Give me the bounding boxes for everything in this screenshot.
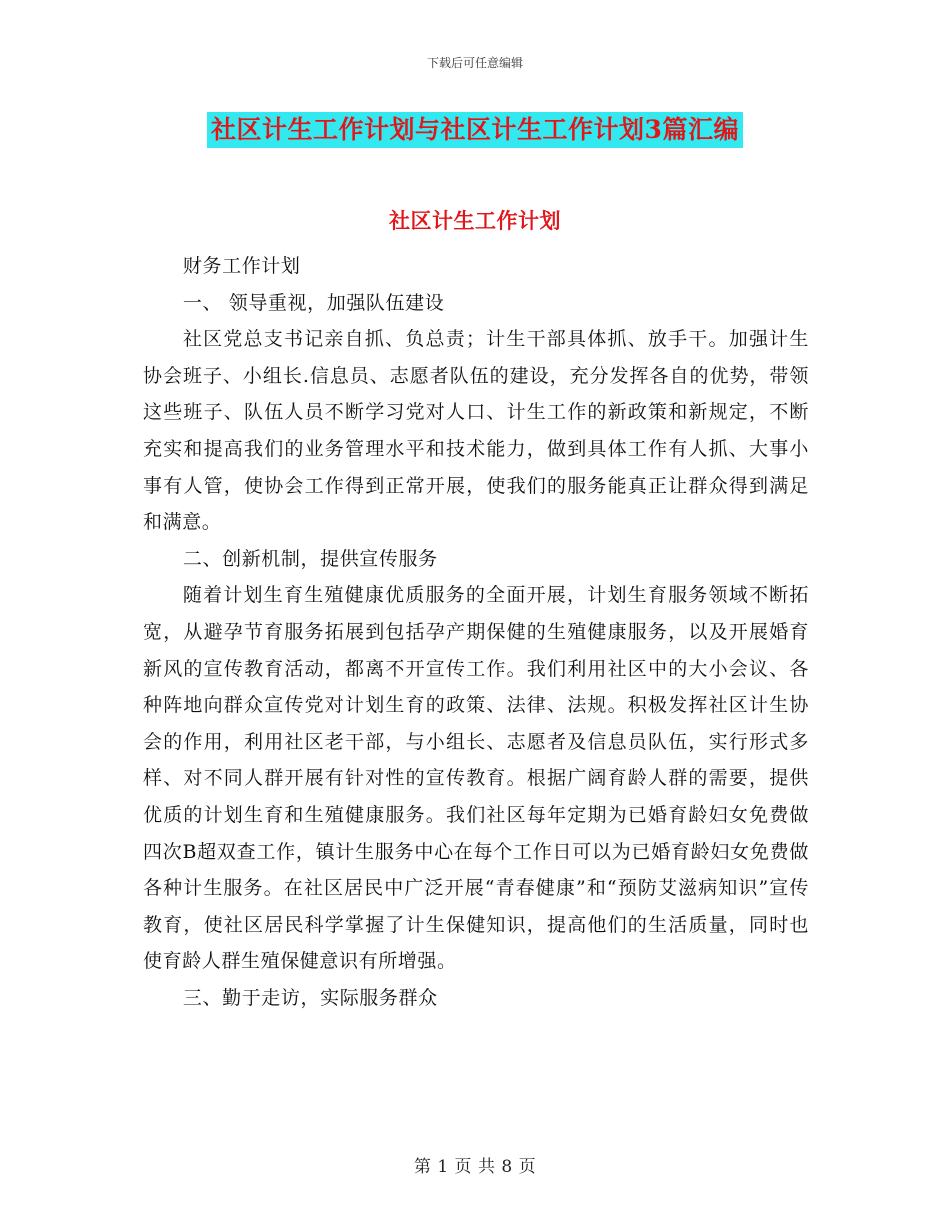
section-title: 社区计生工作计划: [389, 208, 561, 233]
paragraph-body-1: 社区党总支书记亲自抓、负总责；计生干部具体抓、放手干。加强计生协会班子、小组长.信息员、志愿者队伍的建设，充分发挥各自的优势，带领这些班子、队伍人员不断学习党对人口、计生工作的新政策和新规定，不断充实和提高我们的业务管理水平和技术能力，做到具体工作有人抓、大事小事有人管，使协会工作得到正常开展，使我们的服务能真正让群众得到满足和满意。: [143, 328, 809, 534]
document-body: [143, 248, 809, 1016]
page-number-footer: 第 1 页 共 8 页: [413, 1157, 537, 1177]
paragraph-heading-3: 三、勤于走访，实际服务群众: [182, 986, 438, 1009]
header-note: 下载后可任意编辑: [426, 56, 523, 70]
paragraph-heading-2: 二、创新机制，提供宣传服务: [182, 547, 438, 570]
paragraph-body-2: 随着计划生育生殖健康优质服务的全面开展，计划生育服务领域不断拓宽，从避孕节育服务拓展到包括孕产期保健的生殖健康服务，以及开展婚育新风的宣传教育活动，都离不开宣传工作。我们利用社区中的大小会议、各种阵地向群众宣传党对计划生育的政策、法律、法规。积极发挥社区计生协会的作用，利用社区老干部，与小组长、志愿者及信息员队伍，实行形式多样、对不同人群开展有针对性的宣传教育。根据广阔育龄人群的需要，提供优质的计划生育和生殖健康服务。我们社区每年定期为已婚育龄妇女免费做四次B超双查工作，镇计生服务中心在每个工作日可以为已婚育龄妇女免费做各种计生服务。在社区居民中广泛开展“青春健康”和“预防艾滋病知识”宣传教育，使社区居民科学掌握了计生保健知识，提高他们的生活质量，同时也使育龄人群生殖保健意识有所增强。: [143, 584, 809, 973]
paragraph-heading-finance-plan: 财务工作计划: [182, 255, 301, 277]
document-main-title: 社区计生工作计划与社区计生工作计划3篇汇编: [207, 112, 743, 148]
paragraph-heading-1: 一、 领导重视，加强队伍建设: [182, 291, 445, 314]
document-title-container: [0, 112, 950, 148]
